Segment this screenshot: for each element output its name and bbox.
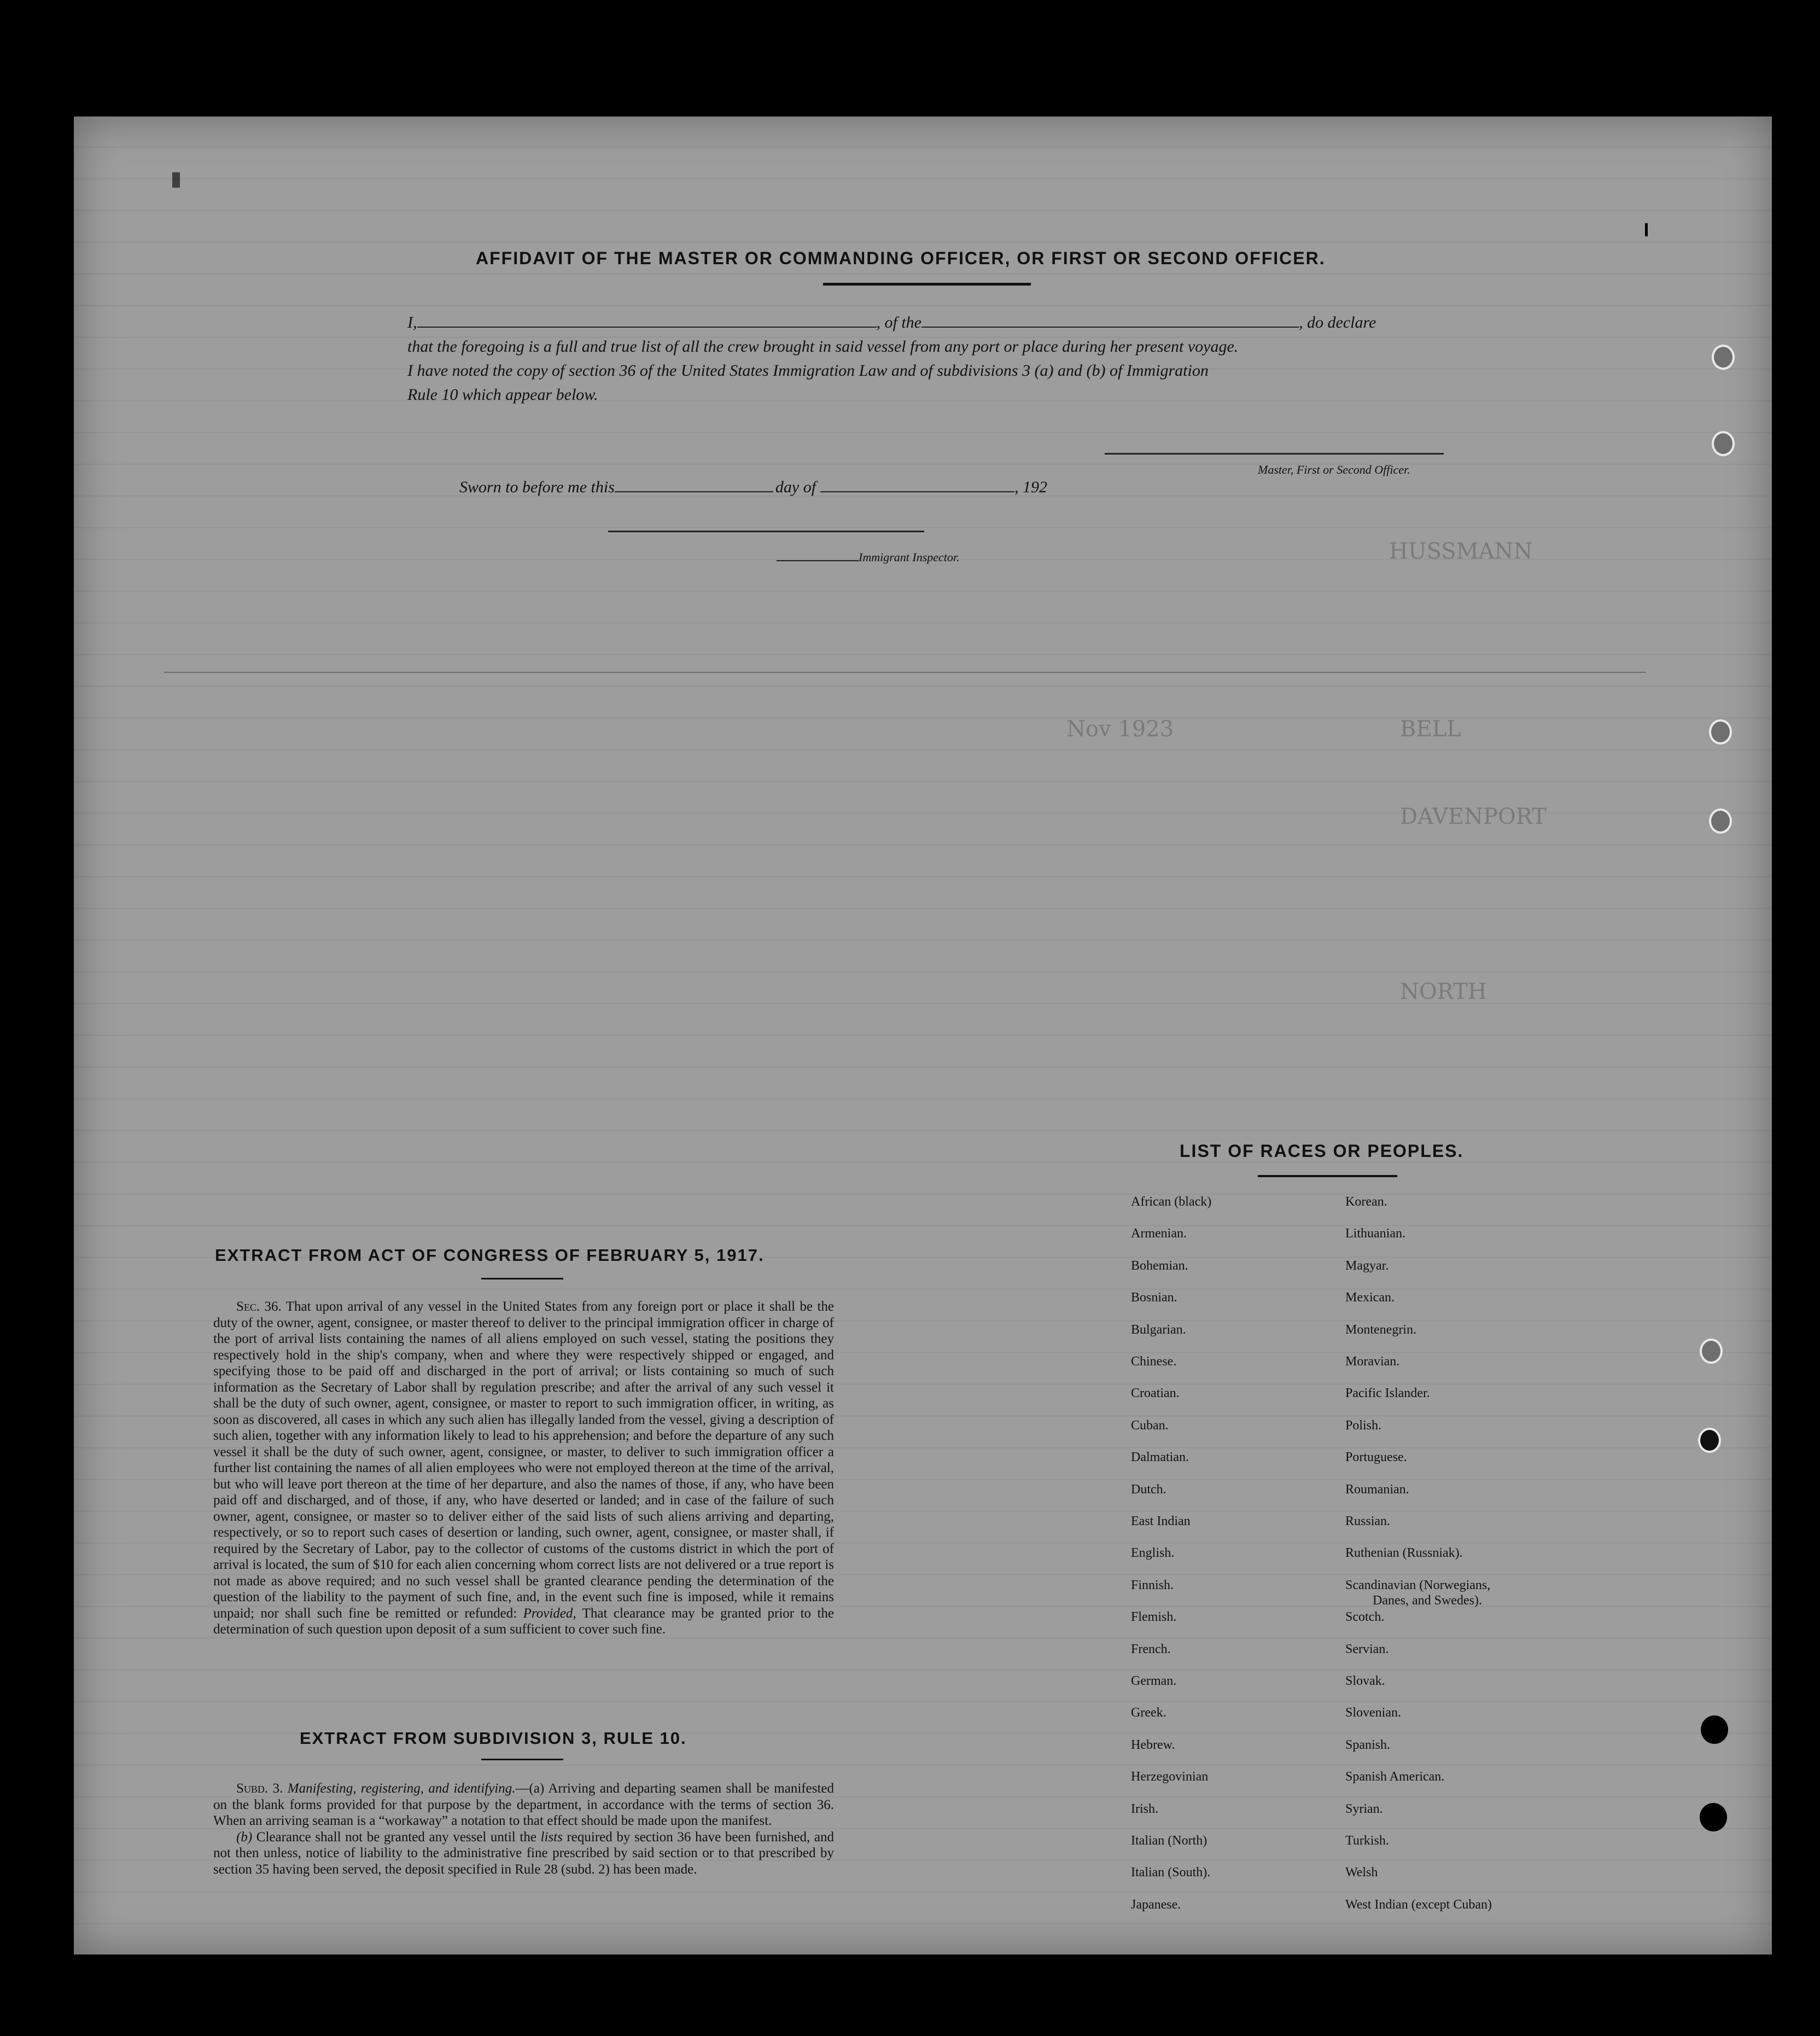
race-item: Syrian. [1345,1801,1383,1816]
subd-label: Subd. 3. [236,1781,283,1796]
rule-title: EXTRACT FROM SUBDIVISION 3, RULE 10. [300,1729,687,1748]
mark [1645,223,1648,236]
race-item: Cuban. [1131,1418,1169,1433]
races-title-underline [1258,1175,1397,1177]
punch-hole [1698,1428,1721,1453]
declare-label: , do declare [1299,313,1376,331]
race-item: Chinese. [1131,1354,1177,1369]
race-item: Lithuanian. [1345,1226,1405,1241]
race-item: Irish. [1131,1801,1158,1816]
punch-hole [1712,345,1735,370]
rule-title-underline [481,1759,563,1760]
race-item: Italian (South). [1131,1865,1211,1880]
race-item: Roumanian. [1345,1482,1409,1497]
rule-text [213,1781,834,1877]
subd-b-lists: lists [540,1829,563,1845]
race-item: Finnish. [1131,1578,1174,1592]
bleed-through-text: Nov 1923 [1066,717,1174,742]
race-item: African (black) [1131,1195,1212,1209]
affidavit-title: AFFIDAVIT OF THE MASTER OR COMMANDING OFFICER, OR FIRST OR SECOND OFFICER. [476,248,1326,268]
race-item: Welsh [1345,1865,1378,1880]
act-text [213,1299,834,1638]
affidavit-line: I have noted the copy of section 36 of the United States Immigration Law and of subdivisions 3 (a) and (b) of Immigration [407,362,1209,380]
affidavit-line: that the foregoing is a full and true list of all the crew brought in said vessel from any port or place during her present voyage. [407,338,1239,356]
race-item: Bohemian. [1131,1258,1188,1273]
sec-label: Sec. 36. [236,1299,282,1314]
sworn-day-label: day of [775,478,816,496]
race-item: Portuguese. [1345,1450,1407,1465]
race-item: Magyar. [1345,1258,1389,1273]
sworn-month-field[interactable] [820,491,1014,492]
i-label: I, [407,313,417,331]
provided-text: That clearance may be granted prior to the determination of such question upon deposit of a sum sufficient to cover such fine. [213,1605,834,1637]
punch-hole [1712,431,1735,456]
race-item-continuation: Danes, and Swedes). [1373,1593,1482,1608]
race-item: Herzegovinian [1131,1770,1209,1784]
race-item: Bulgarian. [1131,1322,1186,1337]
race-item: Montenegrin. [1345,1322,1416,1337]
race-item: Flemish. [1131,1610,1177,1625]
master-signature-line[interactable] [1105,453,1444,455]
of-the-label: , of the [876,313,921,331]
race-item: Polish. [1345,1418,1382,1433]
subd-a-label: —(a) [515,1781,545,1796]
declare-line [407,311,1446,335]
race-item: French. [1131,1642,1171,1656]
race-item: Greek. [1131,1706,1166,1720]
subd-b-text-1: Clearance shall not be granted any vessel until the [256,1829,536,1845]
race-item: English. [1131,1546,1175,1561]
master-label: Master, First or Second Officer. [1258,463,1410,476]
form-divider [164,672,1646,673]
bleed-through-text: BELL [1400,717,1461,742]
race-item: West Indian (except Cuban) [1345,1897,1492,1912]
race-item: Dalmatian. [1131,1450,1189,1465]
name-field[interactable] [417,327,877,328]
punch-hole [1709,719,1732,744]
race-item: Korean. [1345,1195,1387,1209]
inspector-signature-line[interactable] [608,531,924,532]
sworn-day-field[interactable] [615,491,773,492]
punch-hole [1700,1803,1727,1831]
bleed-through-text: NORTH [1400,979,1487,1004]
race-item: Mexican. [1345,1290,1395,1305]
punch-hole [1709,808,1732,834]
race-item: German. [1131,1674,1177,1688]
race-item: Hebrew. [1131,1737,1175,1752]
inspector-short-line [777,560,859,561]
vessel-field[interactable] [921,327,1299,328]
provided-label: Provided, [523,1605,576,1621]
race-item: East Indian [1131,1514,1191,1528]
sworn-year-label: , 192 [1014,478,1048,496]
subd-b-text-2: required by section 36 have been furnished, and not then unless, notice of liability to the administrative fine prescribed by said section or to that prescribed by section 35 having been served, the deposit specified in Rule 28 (subd. 2) has been made. [213,1829,835,1877]
race-item: Bosnian. [1131,1290,1177,1305]
affidavit-line: Rule 10 which appear below. [407,386,598,404]
bleed-through-text: HUSSMANN [1389,539,1533,564]
punch-hole [1700,1339,1723,1364]
inspector-label: Immigrant Inspector. [859,550,960,564]
race-item: Croatian. [1131,1386,1180,1401]
bleed-through-text: DAVENPORT [1400,804,1547,829]
race-item: Turkish. [1345,1834,1389,1848]
race-item: Japanese. [1131,1897,1181,1912]
race-item: Italian (North) [1131,1834,1208,1848]
race-item: Dutch. [1131,1482,1166,1497]
race-item: Slovak. [1345,1674,1385,1688]
race-item: Armenian. [1131,1226,1187,1241]
subd-heading: Manifesting, registering, and identifying. [287,1781,516,1796]
punch-hole [1701,1715,1728,1744]
act-body: That upon arrival of any vessel in the United States from any foreign port or place it shall be the duty of the owner, agent, consignee, or master thereof to deliver to the principal immigration officer in charge of the port of arrival lists containing the names of all aliens employed on such vessel, stating the positions they respectively hold in the ship's company, when and where they were respectively shipped or engaged, and specifying those to be paid off and discharged in the port of arrival; or lists containing so much of such information as the Secretary of Labor shall by regulation prescribe; and after the arrival of any such vessel it shall be the duty of such owner, agent, consignee, or master to report to such immigration officer, in writing, as soon as discovered, all cases in which any such alien has illegally landed from the vessel, giving a description of such alien, together with any information likely to lead to his apprehension; and before the departure of any such vessel it shall be the duty of such owner, agent, consignee, or master, to deliver to such immigration officer a further list containing the names of all alien employees who were not employed thereon at the time of the arrival, but who will leave port thereon at the time of her departure, and also the names of those, if any, who have been paid off and discharged, and of those, if any, who have deserted or landed; and in case of the failure of such owner, agent, consignee, or master so to deliver either of the said lists of such aliens arriving and departing, respectively, or so to report such cases of desertion or landing, such owner, agent, consignee, or master shall, if required by the Secretary of Labor, pay to the collector of customs of the customs district in which the port of arrival is located, the sum of $10 for each alien concerning whom correct lists are not delivered or a true report is not made as above required; and no such vessel shall be granted clearance pending the determination of the question of the liability to the payment of such fine, and, in the event such fine is imposed, while it remains unpaid; nor shall such fine be remitted or refunded: [213,1299,835,1621]
race-item: Servian. [1345,1642,1389,1656]
race-item: Pacific Islander. [1345,1386,1430,1401]
subd-b-label: (b) [236,1829,253,1845]
race-item: Spanish American. [1345,1770,1445,1784]
race-item: Scotch. [1345,1610,1385,1625]
affidavit-body [407,311,1446,407]
race-item: Ruthenian (Russniak). [1345,1546,1463,1561]
title-underline [823,283,1031,286]
race-item: Moravian. [1345,1354,1400,1369]
act-title: EXTRACT FROM ACT OF CONGRESS OF FEBRUARY 5, 1917. [215,1246,765,1265]
subd-a-text: Arriving and departing seamen shall be manifested on the blank forms provided for that purpose by the department, in accordance with the terms of section 36. When an arriving seaman is a “workaway” a notation to that effect should be made upon the manifest. [213,1781,834,1828]
race-item: Slovenian. [1345,1706,1401,1720]
mark [172,172,180,188]
sworn-prefix: Sworn to before me this [459,478,615,496]
race-item: Russian. [1345,1514,1391,1528]
sworn-line [459,478,1047,497]
race-item: Spanish. [1345,1737,1391,1752]
race-item: Scandinavian (Norwegians, [1345,1578,1491,1592]
races-title: LIST OF RACES OR PEOPLES. [1180,1141,1464,1161]
act-title-underline [481,1278,563,1279]
